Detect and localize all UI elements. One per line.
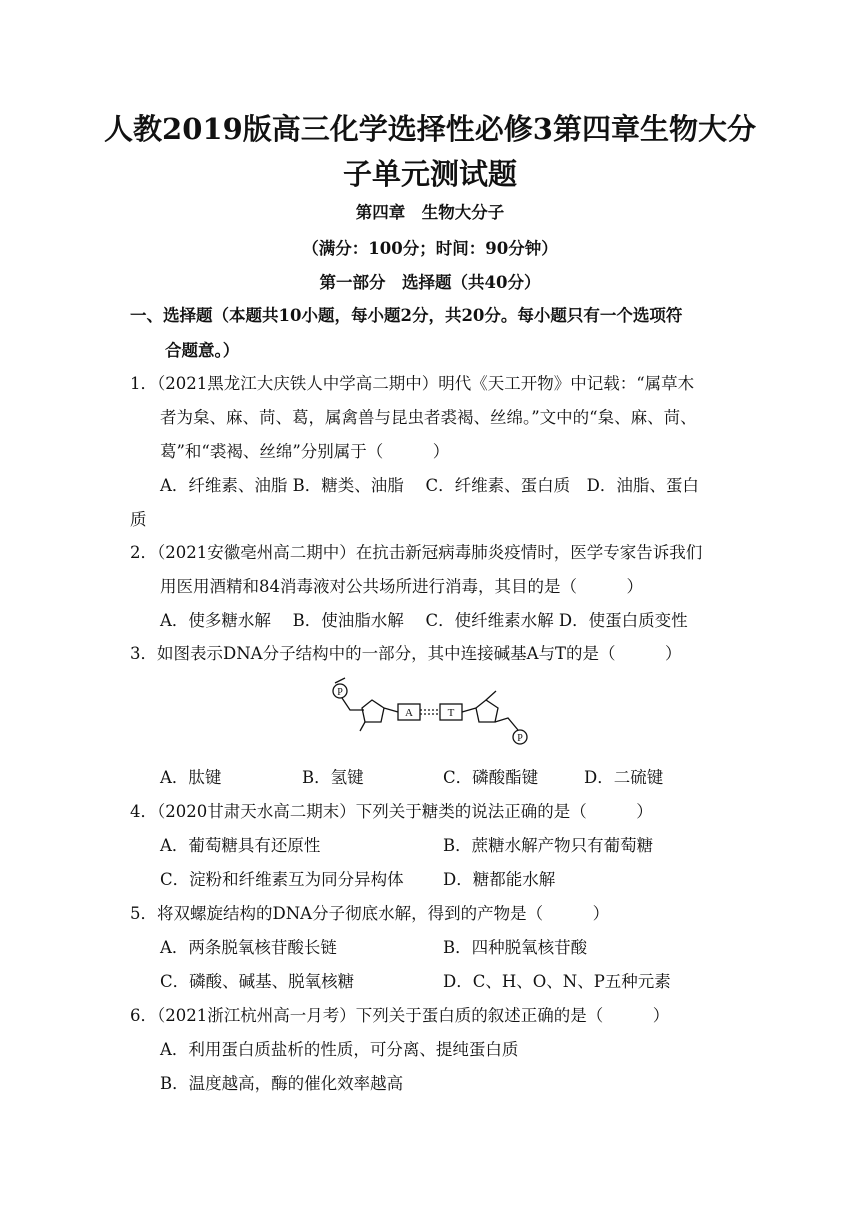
q5-option-b: B．四种脱氧核苷酸 [443, 938, 588, 957]
q5-option-a: A．两条脱氧核苷酸长链 [160, 938, 337, 957]
q4-option-a: A．葡萄糖具有还原性 [160, 836, 321, 855]
q4-option-d: D．糖都能水解 [443, 870, 556, 889]
q5-option-c: C．磷酸、碱基、脱氧核糖 [160, 972, 355, 991]
section-heading-line-2: 合题意。） [165, 341, 240, 360]
right-phosphate-label: P [517, 733, 523, 744]
q6-option-a: A．利用蛋白质盐析的性质，可分离、提纯蛋白质 [160, 1040, 519, 1059]
right-pentose-top-tail [486, 691, 496, 700]
q1-options: A．纤维素、油脂 B．糖类、油脂 C．纤维素、蛋白质 D．油脂、蛋白 [160, 476, 699, 495]
document-title-line-1: 人教2019版高三化学选择性必修3第四章生物大分 [104, 112, 756, 146]
left-phosphate-link [342, 698, 364, 710]
left-pentose-ring [362, 700, 384, 722]
left-phosphate-label: P [337, 687, 343, 698]
q4-option-b: B．蔗糖水解产物只有葡萄糖 [443, 836, 654, 855]
right-pentose-base-link [462, 708, 476, 712]
right-pentose-ring [476, 700, 498, 722]
left-phosphate-tick [335, 678, 345, 683]
q2-options: A．使多糖水解 B．使油脂水解 C．使纤维素水解 D．使蛋白质变性 [160, 611, 688, 630]
part-heading: 第一部分 选择题（共40分） [319, 273, 541, 292]
q1-stem-line-2: 者为枲、麻、苘、葛，属禽兽与昆虫者裘褐、丝绵。”文中的“枲、麻、苘、 [160, 408, 697, 427]
chapter-heading: 第四章 生物大分子 [355, 203, 505, 222]
score-time-note: （满分：100分；时间：90分钟） [302, 239, 558, 258]
q3-stem: 3．如图表示DNA分子结构中的一部分，其中连接碱基A与T的是（ ） [130, 644, 682, 663]
q3-option-a: A．肽键 [160, 768, 222, 787]
q6-stem: 6．（2021浙江杭州高一月考）下列关于蛋白质的叙述正确的是（ ） [130, 1006, 670, 1025]
section-heading-line-1: 一、选择题（本题共10小题，每小题2分，共20分。每小题只有一个选项符 [130, 306, 683, 325]
q4-stem: 4．（2020甘肃天水高二期末）下列关于糖类的说法正确的是（ ） [130, 802, 653, 821]
q2-stem-line-1: 2．（2021安徽亳州高二期中）在抗击新冠病毒肺炎疫情时，医学专家告诉我们 [130, 543, 703, 562]
q6-option-b: B．温度越高，酶的催化效率越高 [160, 1074, 404, 1093]
left-pentose-base-link [384, 708, 398, 712]
q1-stem-line-3: 葛”和“裘褐、丝绵”分别属于（ ） [160, 442, 450, 461]
q3-option-c: C．磷酸酯键 [443, 768, 539, 787]
q4-option-c: C．淀粉和纤维素互为同分异构体 [160, 870, 404, 889]
base-a-label: A [405, 707, 413, 719]
q5-stem: 5．将双螺旋结构的DNA分子彻底水解，得到的产物是（ ） [130, 904, 610, 923]
dna-structure-diagram [320, 675, 540, 755]
q2-stem-line-2: 用医用酒精和84消毒液对公共场所进行消毒，其目的是（ ） [160, 577, 643, 596]
q1-options-wrap: 质 [130, 510, 147, 529]
q5-option-d: D．C、H、O、N、P五种元素 [443, 972, 671, 991]
q1-stem-line-1: 1．（2021黑龙江大庆铁人中学高二期中）明代《天工开物》中记载：“属草木 [130, 374, 695, 393]
base-t-label: T [447, 707, 455, 719]
left-pentose-tail [360, 722, 365, 731]
q3-option-b: B．氢键 [302, 768, 364, 787]
right-phosphate-link [495, 718, 518, 730]
document-title-line-2: 子单元测试题 [342, 157, 517, 191]
q3-option-d: D．二硫键 [584, 768, 664, 787]
